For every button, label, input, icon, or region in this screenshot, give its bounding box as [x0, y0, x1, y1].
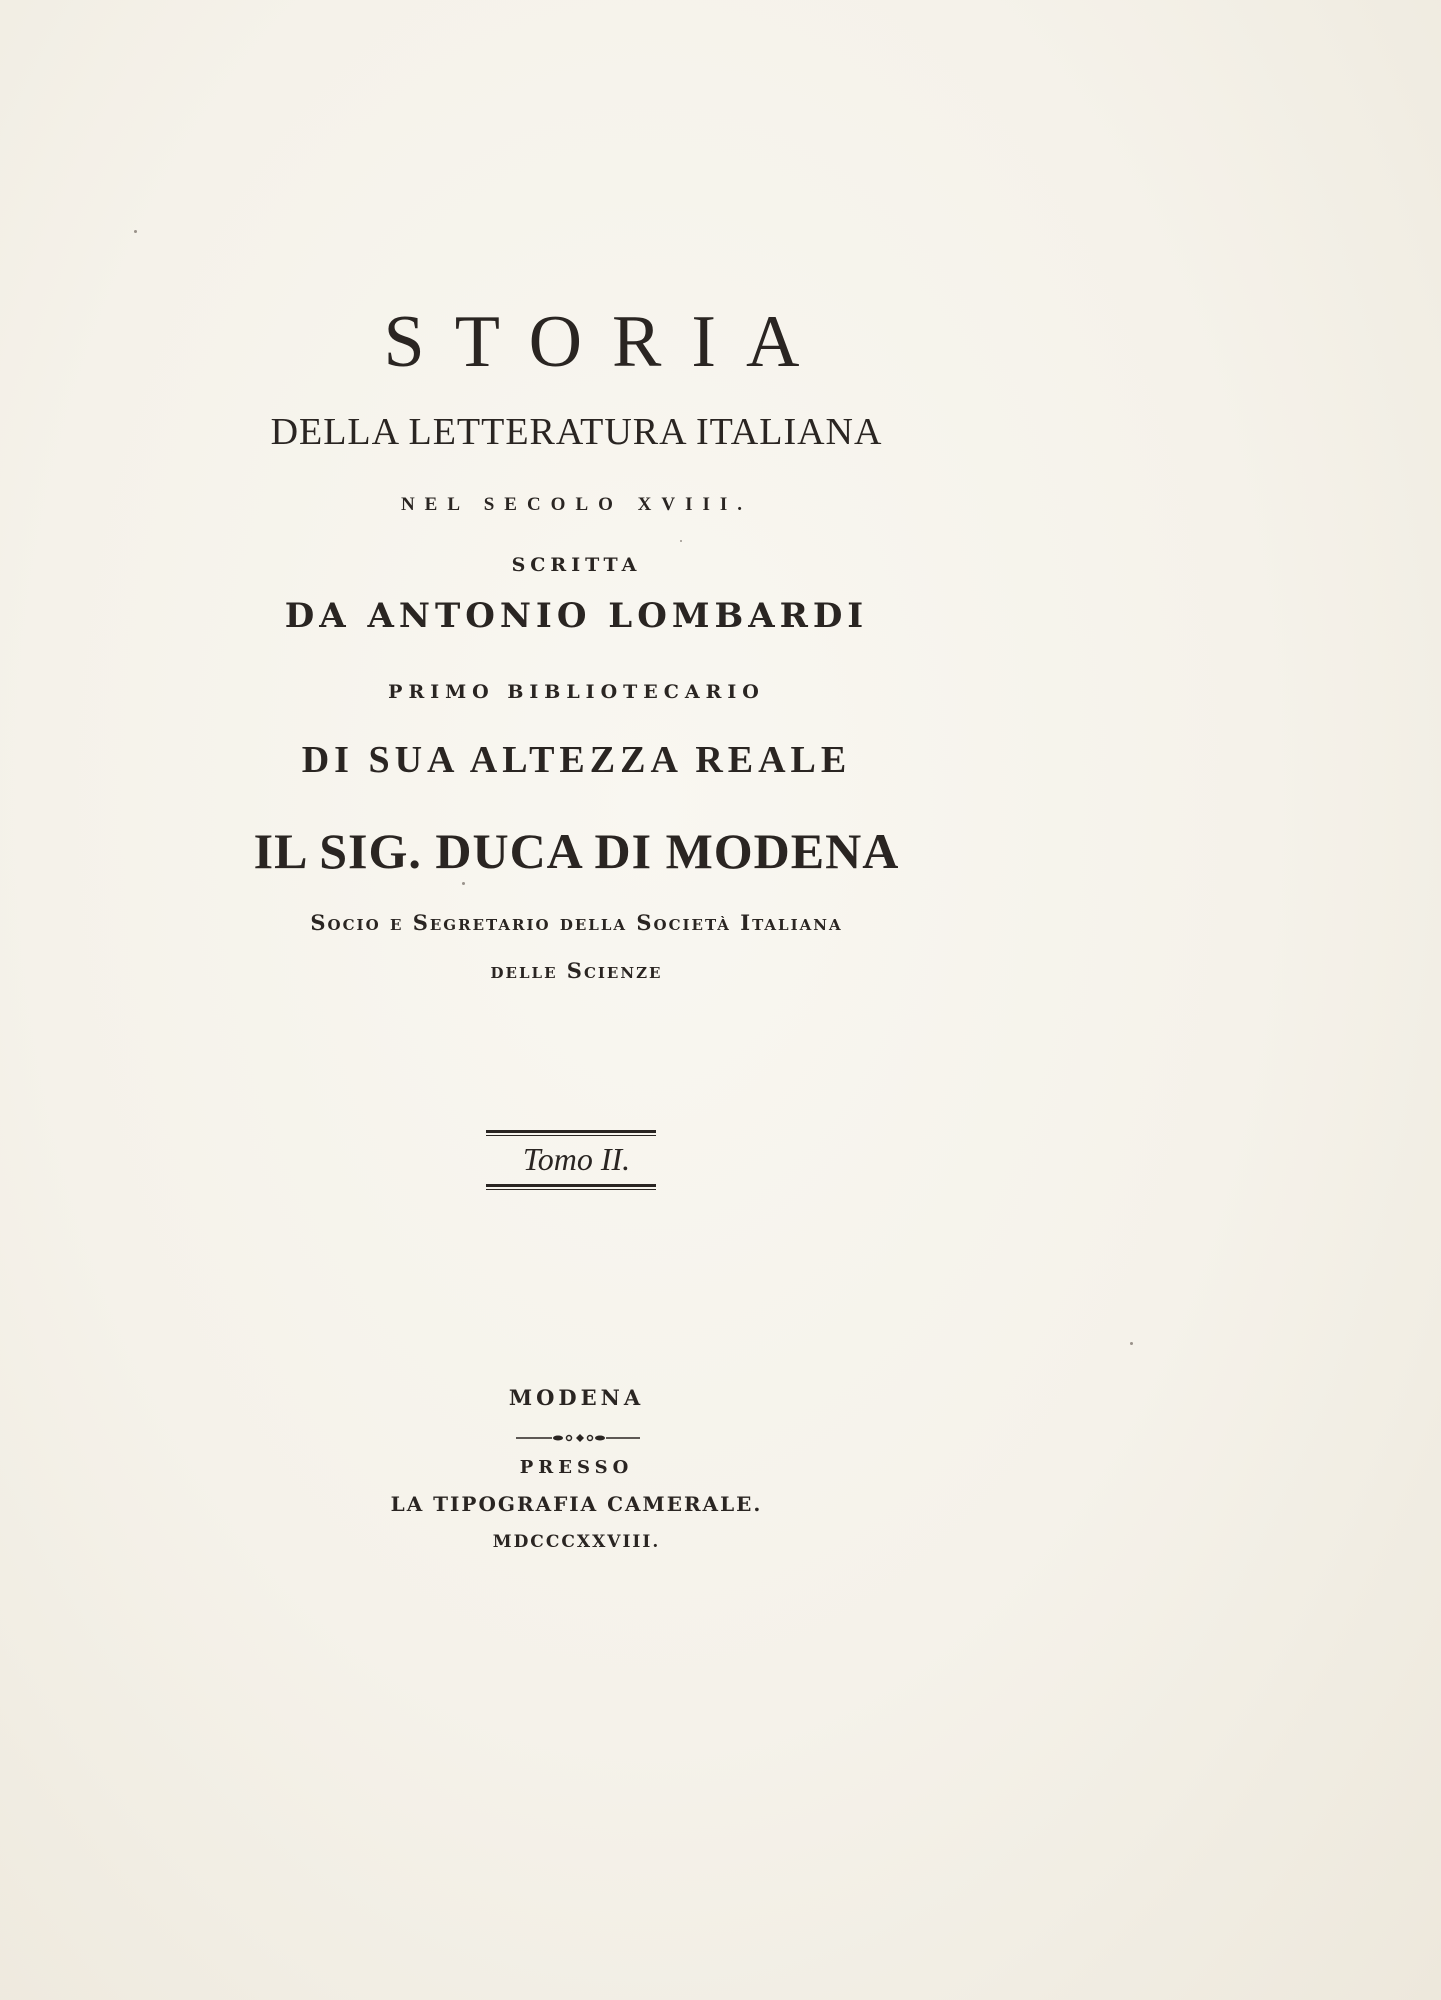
paper-speck	[680, 540, 682, 542]
author-name: DA ANTONIO LOMBARDI	[284, 596, 869, 636]
imprint-year: MDCCCXXVIII.	[492, 1532, 661, 1552]
membership-line: Socio e Segretario della Società Italiana	[310, 910, 843, 935]
imprint-city: MODENA	[508, 1385, 645, 1410]
imprint-presso: PRESSO	[519, 1457, 634, 1478]
volume-rule-bottom	[486, 1184, 656, 1190]
paper-speck	[462, 882, 465, 885]
paper-speck	[134, 230, 137, 233]
author-role: PRIMO BIBLIOTECARIO	[388, 681, 765, 703]
duke-line: IL SIG. DUCA DI MODENA	[253, 823, 900, 879]
volume-label: Tomo II.	[522, 1141, 631, 1177]
ornament-divider	[516, 1431, 640, 1445]
book-subtitle: DELLA LETTERATURA ITALIANA	[270, 411, 883, 453]
society-line: delle Scienze	[490, 958, 663, 983]
century-line: NEL SECOLO XVIII.	[400, 494, 753, 515]
volume-rule-top	[486, 1130, 656, 1136]
imprint-printer: LA TIPOGRAFIA CAMERALE.	[390, 1492, 763, 1516]
book-title: STORIA	[383, 301, 830, 383]
paper-speck	[1130, 1342, 1133, 1345]
written-by-line: SCRITTA	[511, 554, 642, 576]
highness-line: DI SUA ALTEZZA REALE	[301, 739, 852, 781]
